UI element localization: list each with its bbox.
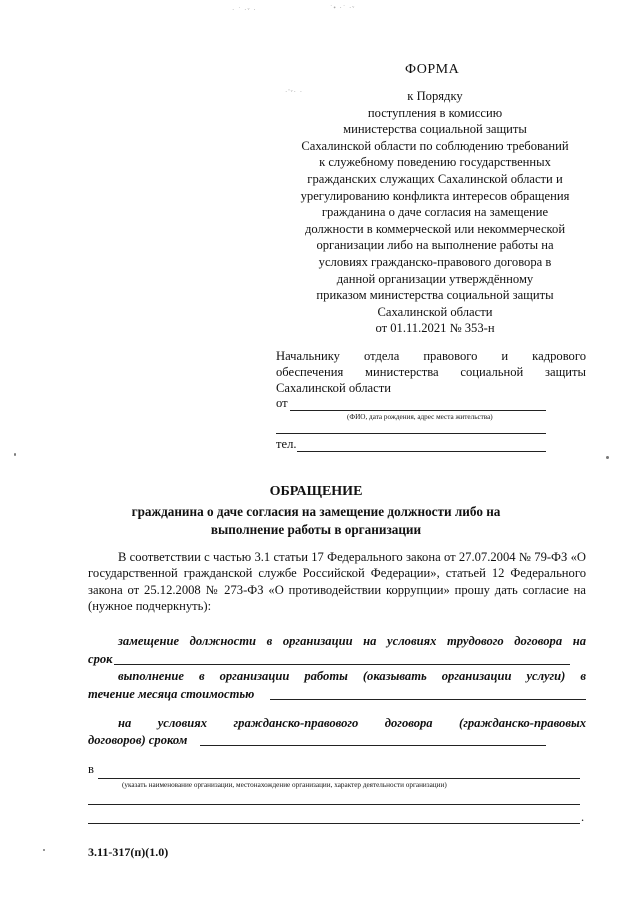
order-line: приказом министерства социальной защиты	[316, 288, 554, 303]
body-paragraph-text: В соответствии с частью 3.1 статьи 17 Федерального закона от 27.07.2004 № 79-ФЗ «О государственной гражданской службе Российской Федерации», статьей 12 Федерального закона от 25.12.2008 № 273-ФЗ «О противодействии коррупции» прошу дать согласие на (нужное подчеркнуть):	[88, 550, 586, 614]
order-line: урегулированию конфликта интересов обращения	[300, 188, 570, 203]
order-line: гражданских служащих Сахалинской области и	[307, 171, 563, 186]
subtitle-line: выполнение работы в организации	[210, 522, 422, 537]
scan-artifact: ·'ᵛ· ·	[285, 88, 304, 96]
term-field[interactable]	[114, 664, 570, 665]
order-line: Сахалинской области по соблюдению требований	[301, 138, 569, 153]
organization-field-line3[interactable]	[88, 823, 580, 824]
option-employment-text: замещение должности в организации на условиях трудового договора на	[118, 634, 586, 648]
scan-speck	[43, 849, 45, 851]
order-line: к служебному поведению государственных	[319, 155, 551, 170]
scan-artifact: · ˙ ·ᵛ ·	[232, 6, 257, 14]
addressee-line: Сахалинской области	[276, 381, 391, 395]
order-line: должности в коммерческой или некоммерческой	[304, 221, 566, 236]
scan-artifact: ˙• ·˙ ·ᵛ	[330, 4, 356, 12]
organization-field[interactable]	[98, 778, 580, 779]
order-line: министерства социальной защиты	[343, 122, 527, 137]
order-line: условиях гражданско-правового договора в	[318, 254, 552, 269]
from-hint: (ФИО, дата рождения, адрес места жительства)	[347, 413, 493, 421]
option-services-end: течение месяца стоимостью	[88, 687, 255, 701]
order-line: от 01.11.2021 № 353-н	[375, 321, 495, 336]
organization-end-mark: .	[581, 810, 585, 824]
addressee-block	[276, 348, 586, 396]
addressee-line: Начальнику отдела правового и кадрового	[276, 349, 586, 363]
contract-term-field[interactable]	[200, 745, 546, 746]
order-line: гражданина о даче согласия на замещение	[321, 205, 549, 220]
monthly-cost-field[interactable]	[270, 699, 586, 700]
addressee-line: обеспечения министерства социальной защиты	[276, 365, 586, 379]
order-reference	[270, 88, 600, 337]
option-civil-contract-end: договоров) сроком	[88, 733, 188, 747]
scan-speck	[606, 456, 609, 459]
order-line: к Порядку	[407, 89, 463, 103]
order-line: данной организации утверждённому	[336, 271, 534, 286]
body-paragraph	[88, 549, 586, 615]
scan-speck	[14, 453, 16, 456]
organization-field-line2[interactable]	[88, 804, 580, 805]
document-subtitle	[0, 503, 632, 539]
document-title: ОБРАЩЕНИЕ	[269, 484, 363, 499]
option-services[interactable]	[88, 667, 586, 685]
option-civil-contract-text: на условиях гражданско-правового договора (гражданско-правовых	[118, 716, 586, 730]
option-services-text: выполнение в организации работы (оказывать организации услуги) в	[118, 669, 586, 683]
option-employment-end: срок	[88, 652, 113, 666]
from-field-continued[interactable]	[276, 433, 546, 434]
order-line: Сахалинской области	[377, 304, 493, 319]
form-label: ФОРМА	[405, 62, 460, 77]
phone-field[interactable]	[297, 451, 546, 452]
organization-hint: (указать наименование организации, местонахождение организации, характер деятельности организации)	[122, 781, 447, 789]
order-line: организации либо на выполнение работы на	[316, 238, 554, 253]
subtitle-line: гражданина о даче согласия на замещение должности либо на	[131, 504, 501, 519]
order-line: поступления в комиссию	[367, 105, 503, 120]
document-code: 3.11-317(п)(1.0)	[88, 845, 169, 859]
organization-in-label: в	[88, 762, 94, 776]
from-label: от	[276, 396, 288, 410]
option-civil-contract[interactable]	[88, 714, 586, 732]
phone-label: тел.	[276, 437, 297, 451]
from-field[interactable]	[290, 410, 546, 411]
option-employment[interactable]	[88, 632, 586, 650]
